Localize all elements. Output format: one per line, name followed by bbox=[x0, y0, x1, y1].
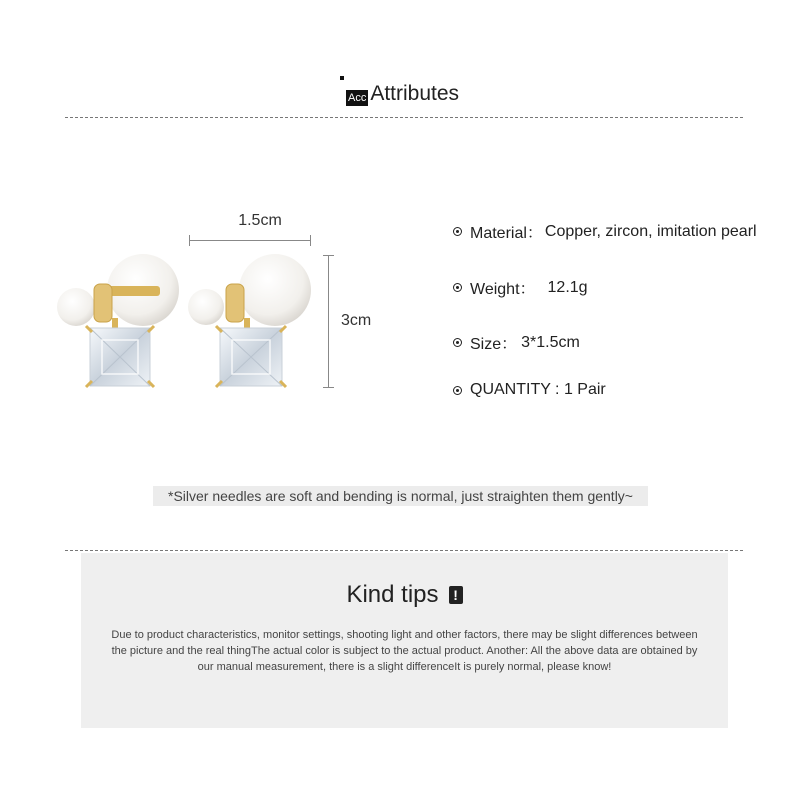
height-line bbox=[328, 255, 329, 388]
earring-left bbox=[57, 254, 179, 387]
section-header bbox=[340, 76, 459, 106]
header-dot bbox=[340, 76, 344, 80]
exclamation-icon: ! bbox=[449, 586, 463, 604]
small-pearl bbox=[188, 289, 224, 325]
earring-right bbox=[188, 254, 311, 387]
width-cap-left bbox=[189, 235, 190, 246]
header-badge: Acc bbox=[348, 92, 367, 104]
width-line bbox=[189, 240, 311, 241]
kind-tips-text: Due to product characteristics, monitor settings, shooting light and other factors, there may be slight differences between the picture and the real thingThe actual color is subject to the actual product. Another: All the above data are obtained by our manual measurement, there is a slight differenceIt is purely normal, please know! bbox=[111, 629, 698, 673]
spec-value: Copper, zircon, imitation pearl bbox=[544, 222, 757, 240]
width-cap-right bbox=[310, 235, 311, 246]
earrings-image bbox=[50, 240, 320, 400]
large-pearl bbox=[239, 254, 311, 326]
spec-label: Size： bbox=[470, 336, 518, 353]
care-note: *Silver needles are soft and bending is normal, just straighten them gently~ bbox=[153, 486, 648, 506]
bullet-icon bbox=[453, 283, 462, 292]
height-label: 3cm bbox=[341, 312, 372, 329]
height-cap-bottom bbox=[323, 387, 334, 388]
spec-quantity bbox=[453, 381, 606, 399]
height-cap-top bbox=[323, 255, 334, 256]
kind-tips-title: Kind tips bbox=[346, 581, 439, 608]
spec-weight bbox=[453, 276, 588, 299]
spec-label: QUANTITY : 1 Pair bbox=[470, 381, 606, 398]
divider-top bbox=[65, 117, 743, 118]
spec-size bbox=[453, 331, 580, 354]
small-pearl bbox=[57, 288, 95, 326]
spec-label: Weight： bbox=[470, 281, 536, 298]
bullet-icon bbox=[453, 386, 462, 395]
bullet-icon bbox=[453, 338, 462, 347]
width-label: 1.5cm bbox=[238, 212, 282, 229]
bullet-icon bbox=[453, 227, 462, 236]
spec-label: Material： bbox=[470, 225, 543, 242]
divider-bottom bbox=[65, 550, 743, 551]
spec-value: 3*1.5cm bbox=[521, 333, 580, 351]
spec-value: 12.1g bbox=[547, 278, 588, 296]
spec-material bbox=[453, 220, 757, 243]
kind-tips-panel bbox=[81, 553, 728, 728]
kind-tips-heading bbox=[81, 581, 728, 609]
section-title: Attributes bbox=[370, 82, 460, 105]
